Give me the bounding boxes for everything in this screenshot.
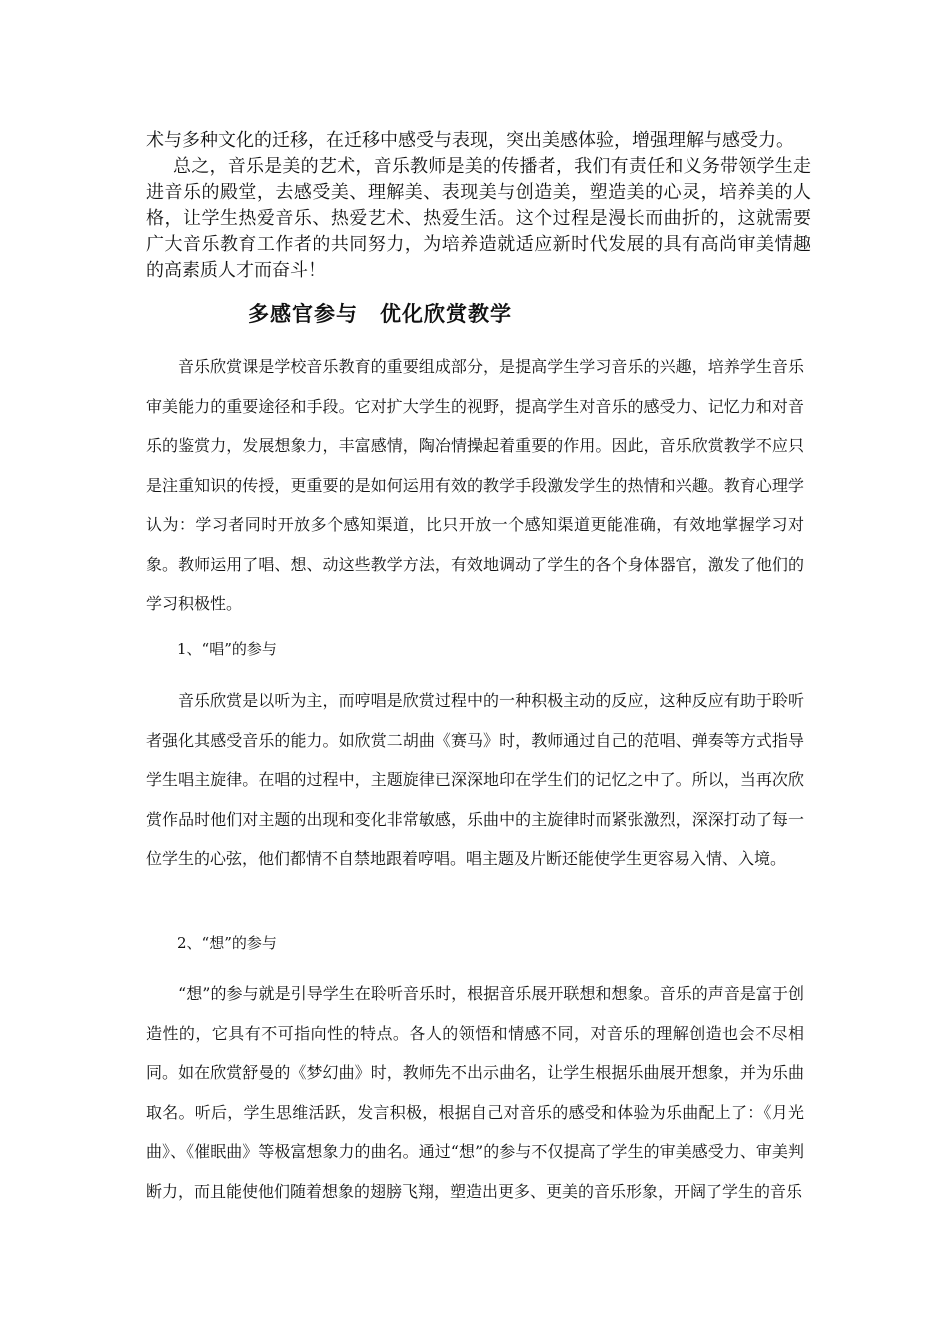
- section-1-heading: 1、“唱”的参与: [177, 640, 277, 658]
- intro-paragraph: 音乐欣赏课是学校音乐教育的重要组成部分，是提高学生学习音乐的兴趣，培养学生音乐审美能力的重要途径和手段。它对扩大学生的视野，提高学生对音乐的感受力、记忆力和对音乐的鉴赏力，发展想象力，丰富感情，陶冶情操起着重要的作用。因此，音乐欣赏教学不应只是注重知识的传授，更重要的是如何运用有效的教学手段激发学生的热情和兴趣。教育心理学认为：学习者同时开放多个感知渠道，比只开放一个感知渠道更能准确，有效地掌握学习对象。教师运用了唱、想、动这些教学方法，有效地调动了学生的各个身体器官，激发了他们的学习积极性。: [146, 357, 804, 613]
- section-2-heading: 2、“想”的参与: [177, 934, 277, 952]
- carryover-line: 术与多种文化的迁移，在迁移中感受与表现，突出美感体验，增强理解与感受力。: [146, 130, 794, 151]
- summary-paragraph: [146, 154, 811, 284]
- article-title: 多感官参与 优化欣赏教学: [248, 302, 512, 326]
- section-2-paragraph: “想”的参与就是引导学生在聆听音乐时，根据音乐展开联想和想象。音乐的声音是富于创造性的，它具有不可指向性的特点。各人的领悟和情感不同，对音乐的理解创造也会不尽相同。如在欣赏舒曼的《梦幻曲》时，教师先不出示曲名，让学生根据乐曲展开想象，并为乐曲取名。听后，学生思维活跃，发言积极，根据自己对音乐的感受和体验为乐曲配上了：《月光曲》、《催眠曲》等极富想象力的曲名。通过“想”的参与不仅提高了学生的审美感受力、审美判断力，而且能使他们随着想象的翅膀飞翔，塑造出更多、更美的音乐形象，开阔了学生的音乐: [146, 984, 804, 1201]
- summary-paragraph-text: 总之，音乐是美的艺术，音乐教师是美的传播者，我们有责任和义务带领学生走进音乐的殿堂，去感受美、理解美、表现美与创造美，塑造美的心灵，培养美的人格，让学生热爱音乐、热爱艺术、热爱生活。这个过程是漫长而曲折的，这就需要广大音乐教育工作者的共同努力，为培养造就适应新时代发展的具有高尚审美情趣的高素质人才而奋斗！: [146, 156, 811, 281]
- section-1-paragraph: 音乐欣赏是以听为主，而哼唱是欣赏过程中的一种积极主动的反应，这种反应有助于聆听者强化其感受音乐的能力。如欣赏二胡曲《赛马》时，教师通过自己的范唱、弹奏等方式指导学生唱主旋律。在唱的过程中，主题旋律已深深地印在学生们的记忆之中了。所以，当再次欣赏作品时他们对主题的出现和变化非常敏感，乐曲中的主旋律时而紧张激烈，深深打动了每一位学生的心弦，他们都情不自禁地跟着哼唱。唱主题及片断还能使学生更容易入情、入境。: [146, 691, 804, 868]
